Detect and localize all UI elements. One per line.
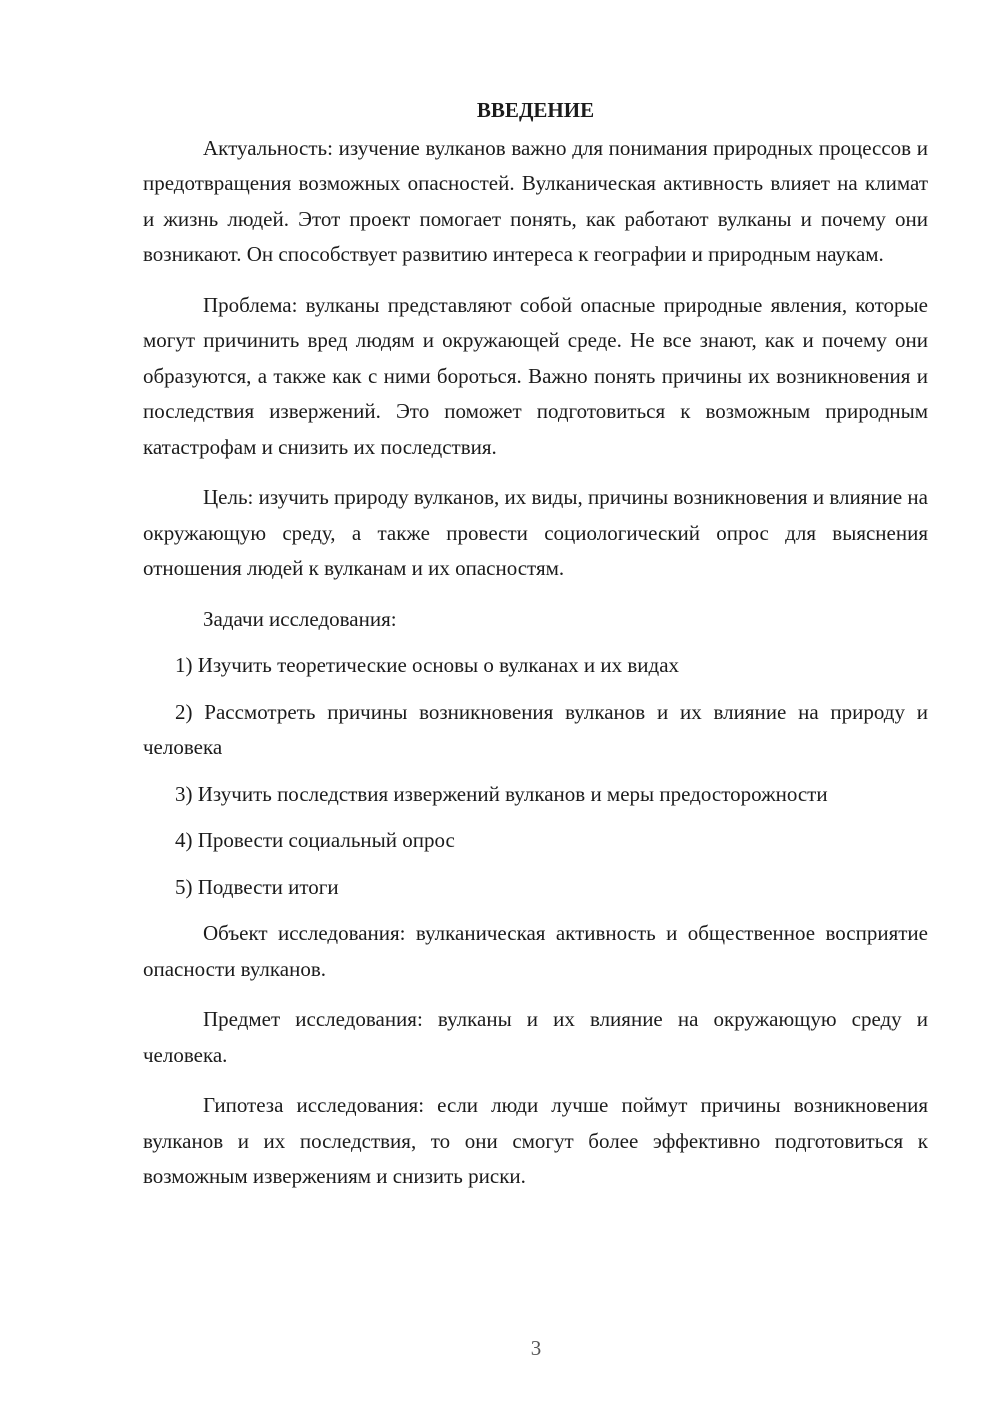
subject-paragraph: Предмет исследования: вулканы и их влияние на окружающую среду и человека. <box>143 1007 928 1067</box>
task-item-1: 1) Изучить теоретические основы о вулканах и их видах <box>175 653 680 677</box>
task-item-2: 2) Рассмотреть причины возникновения вулканов и их влияние на природу и человека <box>143 699 928 759</box>
task-item-4: 4) Провести социальный опрос <box>175 828 455 852</box>
problem-paragraph: Проблема: вулканы представляют собой опасные природные явления, которые могут причинить вред людям и окружающей среде. Не все знают, как и почему они образуются, а также как с ними бороться. Важно понять причины их возникновения и последствия извержений. Это поможет подготовиться к возможным природным катастрофам и снизить их последствия. <box>143 292 928 459</box>
page-number: 3 <box>530 1336 542 1360</box>
relevance-paragraph: Актуальность: изучение вулканов важно для понимания природных процессов и предотвращения возможных опасностей. Вулканическая активность влияет на климат и жизнь людей. Этот проект помогает понять, как работают вулканы и почему они возникают. Он способствует развитию интереса к географии и природным наукам. <box>143 135 928 266</box>
goal-paragraph: Цель: изучить природу вулканов, их виды, причины возникновения и влияние на окружающую среду, а также провести социологический опрос для выяснения отношения людей к вулканам и их опасностям. <box>143 485 928 580</box>
object-paragraph: Объект исследования: вулканическая активность и общественное восприятие опасности вулканов. <box>143 921 928 981</box>
hypothesis-paragraph: Гипотеза исследования: если люди лучше поймут причины возникновения вулканов и их последствия, то они смогут более эффективно подготовиться к возможным извержениям и снизить риски. <box>143 1093 928 1188</box>
page-content <box>143 93 928 1210</box>
task-item-5: 5) Подвести итоги <box>175 874 339 899</box>
task-item-3: 3) Изучить последствия извержений вулканов и меры предосторожности <box>175 781 828 806</box>
tasks-heading: Задачи исследования: <box>203 606 397 631</box>
page-title: ВВЕДЕНИЕ <box>476 98 595 122</box>
